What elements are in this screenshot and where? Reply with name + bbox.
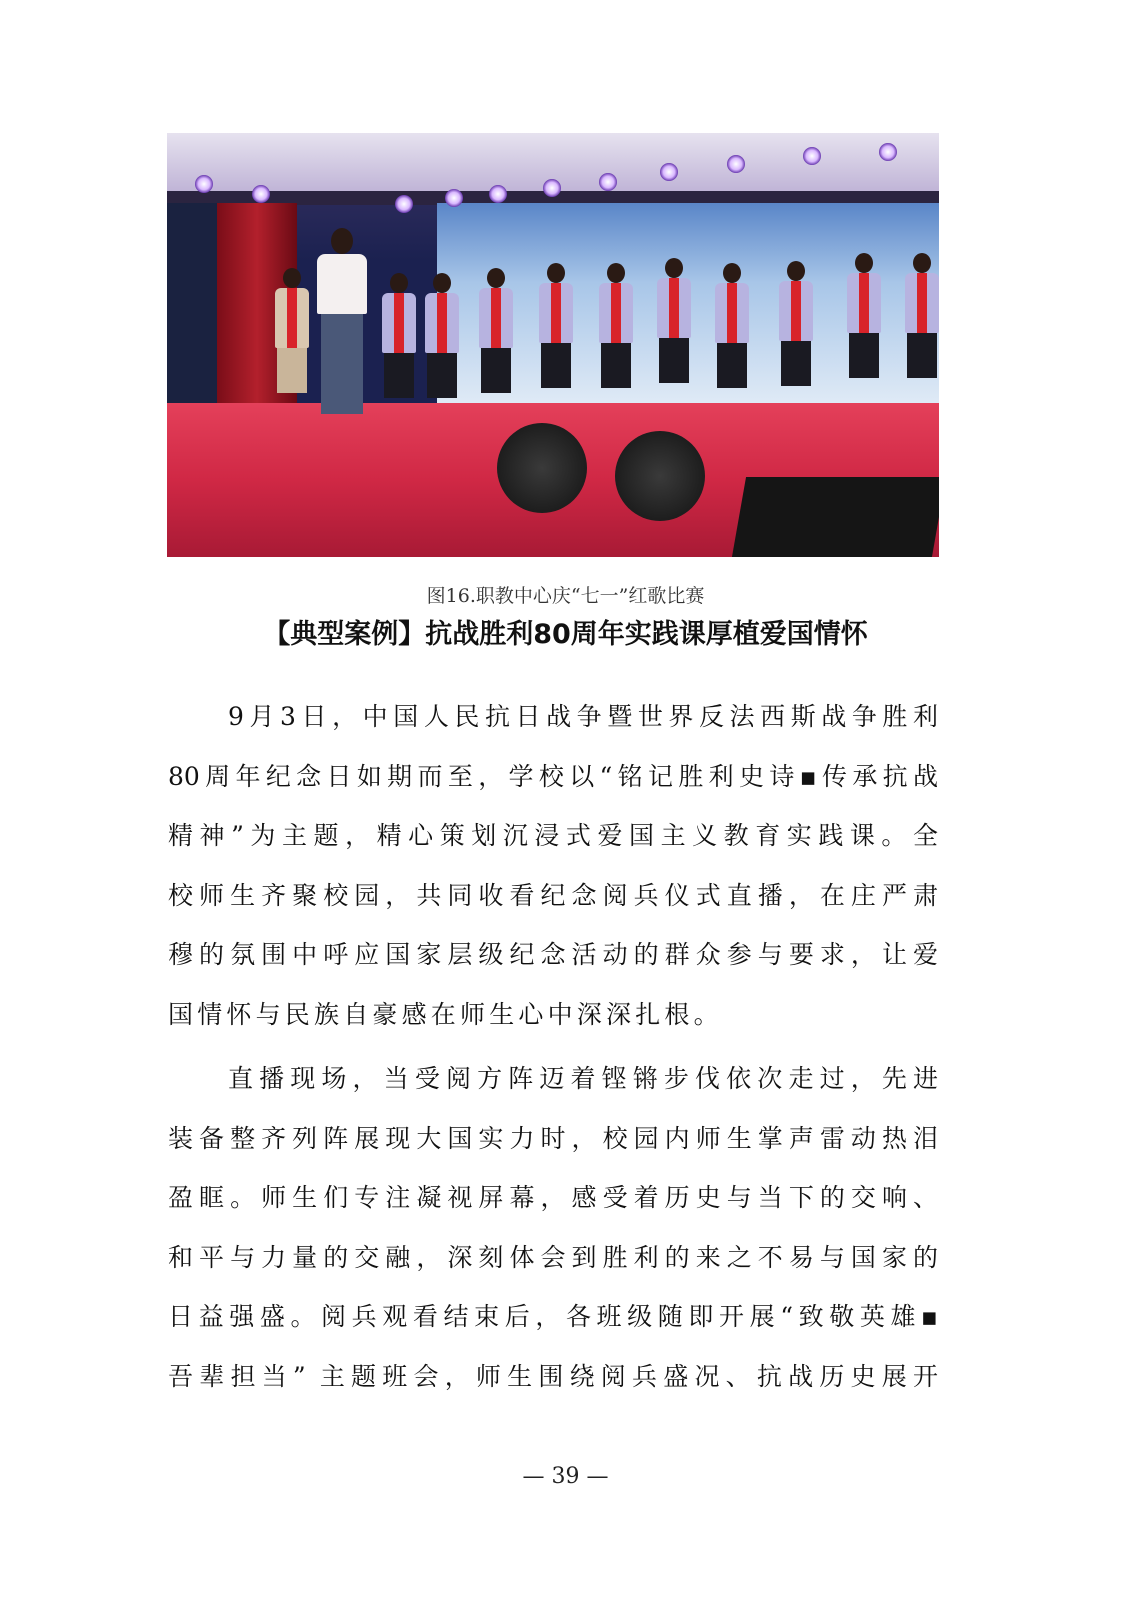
text-line: 盈眶。师生们专注凝视屏幕，感受着历史与当下的交响、 [168, 1183, 938, 1212]
text-line: 直播现场，当受阅方阵迈着铿锵步伐依次走过，先进 [228, 1064, 938, 1093]
text-line: 80周年纪念日如期而至，学校以“铭记胜利史诗▪传承抗战 [168, 762, 938, 791]
text-line: 穆的氛围中呼应国家层级纪念活动的群众参与要求，让爱 [168, 940, 938, 969]
stage-light-icon [395, 195, 413, 213]
text-line: 精神”为主题，精心策划沉浸式爱国主义教育实践课。全 [168, 821, 938, 850]
singer [275, 268, 309, 393]
singer [599, 263, 633, 388]
stage-light-icon [599, 173, 617, 191]
singer [425, 273, 459, 398]
singer [382, 273, 416, 398]
section-heading: 【典型案例】抗战胜利80周年实践课厚植爱国情怀 [263, 619, 868, 650]
stage-light-icon [252, 185, 270, 203]
singer [479, 268, 513, 393]
stage-light-icon [445, 189, 463, 207]
text-line: 吾辈担当” 主题班会，师生围绕阅兵盛况、抗战历史展开 [168, 1362, 938, 1391]
moving-head-light [615, 431, 705, 521]
singer [539, 263, 573, 388]
text-line: 和平与力量的交融，深刻体会到胜利的来之不易与国家的 [168, 1243, 938, 1272]
stage-light-icon [660, 163, 678, 181]
stage-light-icon [727, 155, 745, 173]
singer [657, 258, 691, 383]
singer [847, 253, 881, 378]
figure-caption: 图16.职教中心庆“七一”红歌比赛 [426, 585, 705, 607]
page-number: — 39 — [522, 1464, 609, 1489]
singer [779, 261, 813, 386]
text-line: 装备整齐列阵展现大国实力时，校园内师生掌声雷动热泪 [168, 1124, 938, 1153]
singer [905, 253, 939, 378]
stage-light-icon [489, 185, 507, 203]
backdrop-left [167, 203, 222, 413]
stage-light-icon [195, 175, 213, 193]
moving-head-light [497, 423, 587, 513]
choir-performance-photo [167, 133, 939, 557]
singer [715, 263, 749, 388]
text-line: 日益强盛。阅兵观看结束后，各班级随即开展“致敬英雄▪ [168, 1302, 938, 1331]
stage-light-icon [543, 179, 561, 197]
stage-light-icon [803, 147, 821, 165]
text-line: 9月3日，中国人民抗日战争暨世界反法西斯战争胜利 [228, 702, 938, 731]
stage-monitor-speaker [732, 477, 939, 557]
text-line: 国情怀与民族自豪感在师生心中深深扎根。 [168, 1000, 723, 1029]
conductor [312, 228, 372, 414]
stage-light-icon [879, 143, 897, 161]
text-line: 校师生齐聚校园，共同收看纪念阅兵仪式直播，在庄严肃 [168, 881, 938, 910]
